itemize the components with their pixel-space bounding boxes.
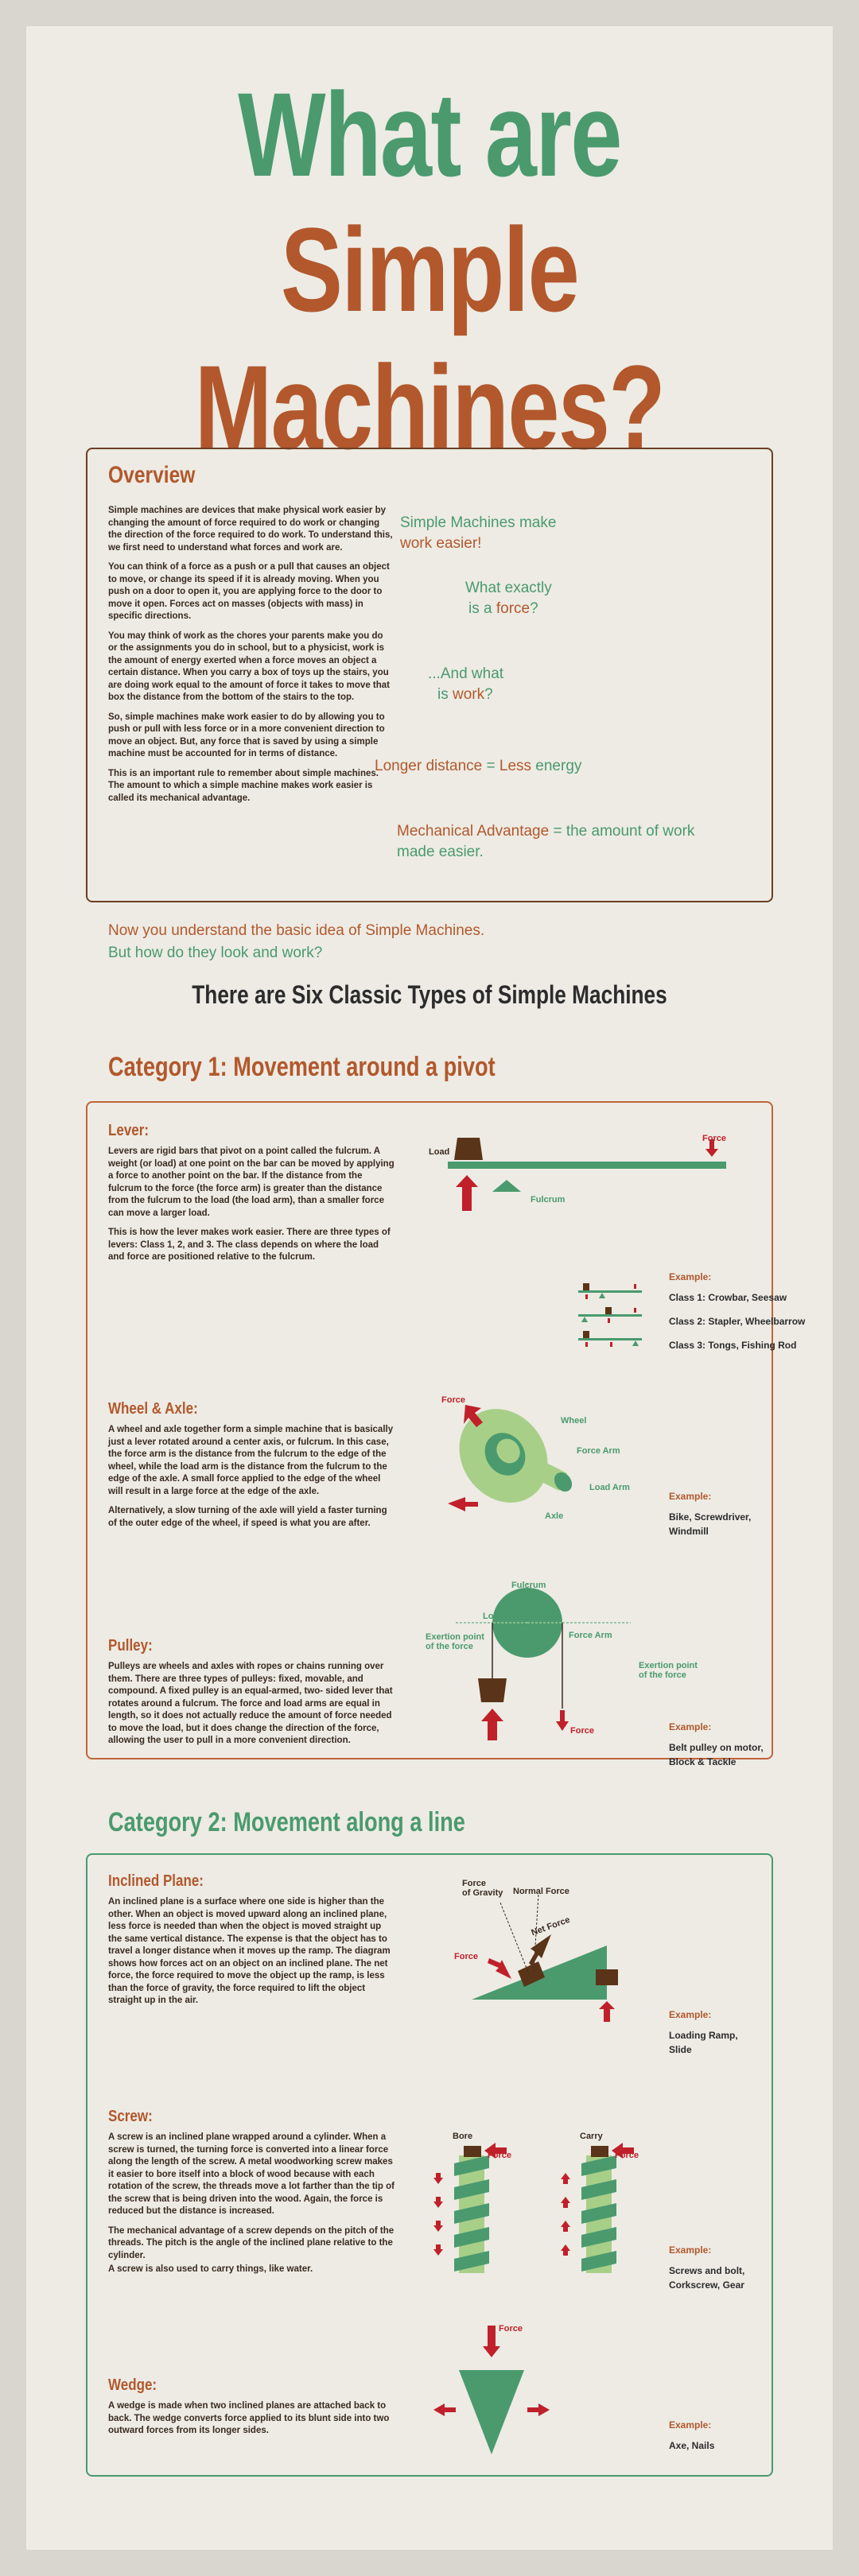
- lever-example: Class 1: Crowbar, Seesaw: [669, 1292, 787, 1303]
- lever-fulcrum-label: Fulcrum: [531, 1195, 566, 1205]
- wheel-force-label: Force: [441, 1395, 465, 1405]
- pulley-exertion-line: of the force: [426, 1642, 473, 1651]
- side-note-highlight: Less: [499, 758, 532, 774]
- inclined-plane-example: Loading Ramp,: [669, 2030, 738, 2041]
- screw-paragraph: The mechanical advantage of a screw depends on the pitch of the threads. The pitch is the angle of the inclined plane relative to the cylinder.: [108, 2225, 395, 2260]
- side-note-force: [465, 578, 552, 619]
- wedge-example-label: Example:: [669, 2419, 712, 2431]
- overview-paragraph: So, simple machines make work easier to do by allowing you to push or pull with less force or in a more convenient direction to move an object. But, any force that is saved by using a simple machine must be accounted for in terms of distance.: [108, 712, 385, 758]
- screw-carry-force-label: Force: [615, 2151, 639, 2160]
- gravity-line: [500, 1903, 529, 1974]
- lever-class-3-icon: [578, 1331, 642, 1347]
- wedge-shape: [459, 2370, 524, 2454]
- screw-carry-diagram: [559, 2141, 647, 2276]
- side-note-highlight: Longer distance: [375, 758, 483, 774]
- side-note-mechanical-advantage: [397, 821, 694, 863]
- screw-bore-down-arrows-icon: [433, 2173, 443, 2256]
- transition-line-2: But how do they look and work?: [108, 945, 323, 961]
- pulley-exertion-label-right: [639, 1661, 698, 1680]
- overview-paragraph: You can think of a force as a push or a pull that causes an object to move, or change its speed if it is already moving. When you push on a door to open it, you are applying force to the door to move it open. Forces act on masses (objects with mass) in specific directions.: [108, 562, 390, 621]
- wheel-axle-example: Bike, Screwdriver,: [669, 1511, 752, 1523]
- pulley-example-label: Example:: [669, 1721, 712, 1732]
- side-note-line: [397, 821, 694, 842]
- pulley-down-arrow-icon: [556, 1710, 569, 1731]
- lever-load-label: Load: [429, 1147, 450, 1157]
- side-note-text: ?: [530, 600, 538, 617]
- lever-load-shape: [454, 1138, 483, 1160]
- transition-note: [108, 920, 484, 964]
- screw-bore-label: Bore: [453, 2132, 473, 2141]
- screw-carry-label: Carry: [580, 2132, 603, 2141]
- overview-paragraph: This is an important rule to remember about simple machines. The amount to which a simple machine makes work easier is called its mechanical advantage.: [108, 768, 379, 803]
- overview-paragraph: You may think of work as the chores your parents make you do or the assignments you do in school, but to a physicist, work is the amount of energy exerted when a force moves an object a certain distance. When you carry a box of toys up the stairs, you are doing work equal to the amount of force it takes to move that box the distance from the bottom of the stairs to the top.: [108, 630, 390, 702]
- side-note-text: =: [482, 758, 499, 774]
- screw-example: Screws and bolt,: [669, 2265, 745, 2276]
- wheel-axle-title: Wheel & Axle:: [108, 1400, 198, 1418]
- pulley-example: Belt pulley on motor,: [669, 1742, 764, 1753]
- inclined-plane-diagram: [456, 1879, 655, 2022]
- wheel-axle-example: Windmill: [669, 1526, 709, 1537]
- pulley-force-arm-label: Force Arm: [569, 1631, 612, 1640]
- lever-example-label: Example:: [669, 1271, 712, 1282]
- wedge-paragraph: A wedge is made when two inclined planes are attached back to back. The wedge converts force applied to its blunt side into two outward forces from its longer sides.: [108, 2401, 390, 2435]
- pulley-example: Block & Tackle: [669, 1756, 737, 1767]
- side-note-line: Simple Machines make: [400, 514, 557, 531]
- pulley-exertion-line: of the force: [639, 1670, 686, 1680]
- gravity-label: [462, 1879, 503, 1898]
- side-note-line: made easier.: [397, 844, 484, 860]
- inclined-plane-example-label: Example:: [669, 2009, 712, 2020]
- wheel-axle-text: [108, 1424, 395, 1537]
- gravity-label-line: of Gravity: [462, 1888, 503, 1898]
- pulley-force-label: Force: [570, 1726, 594, 1736]
- screw-carry-handle: [591, 2146, 608, 2157]
- inclined-plane-title: Inclined Plane:: [108, 1872, 204, 1890]
- six-types-heading: There are Six Classic Types of Simple Machines: [192, 980, 667, 1009]
- ramp-force-arrow-icon: [488, 1958, 511, 1979]
- side-note-highlight: work: [453, 686, 485, 703]
- screw-bore-diagram: [432, 2141, 519, 2276]
- category-1-heading: Category 1: Movement around a pivot: [108, 1052, 496, 1082]
- side-note-line: work easier!: [400, 535, 482, 552]
- lever-title: Lever:: [108, 1122, 150, 1139]
- side-note-text: ?: [484, 686, 493, 703]
- lever-diagram: [424, 1122, 750, 1229]
- net-force-arrow-icon: [529, 1934, 551, 1966]
- wheel-force-arm-label: Force Arm: [577, 1446, 620, 1456]
- lever-example: Class 3: Tongs, Fishing Rod: [669, 1340, 797, 1351]
- wedge-diagram: [432, 2322, 551, 2458]
- side-note-line: [465, 599, 552, 619]
- overview-text: [108, 505, 395, 812]
- side-note-distance: [375, 756, 581, 777]
- lever-bar: [448, 1162, 726, 1169]
- lever-paragraph: This is how the lever makes work easier. There are three types of levers: Class 1, 2, and 3. The class depends on where the load and force are positioned relative to the fulcrum.: [108, 1228, 391, 1262]
- net-force-label: Net Force: [530, 1915, 572, 1938]
- lever-example: Class 2: Stapler, Wheelbarrow: [669, 1316, 806, 1327]
- lever-paragraph: Levers are rigid bars that pivot on a point called the fulcrum. A weight (or load) at one point on the bar can be moved by applying a force to another point on the bar. If the distance from the fulcrum to the force (the force arm) is greater than the distance from the fulcrum to the load (the load arm), than a smaller force can move a larger load.: [108, 1146, 395, 1218]
- pulley-load-arm-label: Load Arm: [483, 1612, 523, 1621]
- overview-paragraph: Simple machines are devices that make physical work easier by changing the amount of force required to do work or changing the direction of the force required to do work. To understand this, we first need to understand what forces and work are.: [108, 506, 393, 553]
- pulley-fulcrum-label: Fulcrum: [511, 1581, 546, 1590]
- side-note-text: energy: [531, 758, 582, 774]
- pulley-load-shape: [478, 1678, 507, 1702]
- ramp-force-label: Force: [454, 1952, 478, 1961]
- wheel-label: Wheel: [561, 1416, 587, 1426]
- screw-paragraph: A screw is an inclined plane wrapped around a cylinder. When a screw is turned, the turning force is converted into a linear force along the length of the screw. A metal woodworking screw makes it easier to bore itself into a block of wood because with each rotation of the screw, the threads move a lot farther than the tip of the screw that is being driven into the wood. Again, the force is reduced but the distance is increased.: [108, 2132, 395, 2216]
- lever-text: [108, 1146, 395, 1271]
- inclined-plane-example: Slide: [669, 2044, 692, 2055]
- lever-up-arrow-icon: [456, 1175, 478, 1211]
- lever-classes-diagram: [578, 1281, 645, 1352]
- gravity-label-line: Force: [462, 1879, 486, 1888]
- lever-fulcrum-shape: [492, 1180, 521, 1192]
- wedge-force-label: Force: [499, 2324, 523, 2334]
- screw-title: Screw:: [108, 2108, 153, 2125]
- screw-bore-force-label: Force: [488, 2151, 511, 2160]
- wheel-axle-diagram: [448, 1394, 647, 1529]
- ramp-lift-arrow-icon: [599, 2001, 615, 2022]
- side-note-text: is: [437, 686, 453, 703]
- lever-class-1-icon: [578, 1283, 642, 1299]
- side-note-text: is a: [468, 600, 496, 617]
- screw-example: Corkscrew, Gear: [669, 2279, 744, 2291]
- wheel-load-arm-label: Load Arm: [589, 1483, 630, 1492]
- pulley-up-arrow-icon: [481, 1709, 503, 1740]
- overview-heading: Overview: [108, 462, 196, 488]
- side-note-text: = the amount of work: [549, 823, 695, 840]
- side-note-highlight: force: [496, 600, 531, 617]
- side-note-line: What exactly: [465, 580, 552, 596]
- wheel-axle-example-label: Example:: [669, 1491, 712, 1502]
- wedge-right-arrow-icon: [527, 2403, 550, 2416]
- wheel-axle-paragraph: Alternatively, a slow turning of the axle will yield a faster turning of the outer edge of the wheel, if speed is what you are after.: [108, 1506, 387, 1528]
- title-line-2: Simple Machines?: [194, 203, 665, 474]
- pulley-paragraph: Pulleys are wheels and axles with ropes or chains running over them. There are three types of pulleys: fixed, movable, and compound. A fixed pulley is an equal-armed, two- sided lever that rotates around a fulcrum. The force and load arms are equal in length, so it does not actually reduce the amount of force needed to move the load, but it does change the direction of the force, allowing the user to pull in a more convenient direction.: [108, 1662, 393, 1745]
- ramp-lift-load-shape: [596, 1969, 618, 1985]
- pulley-exertion-label-left: [426, 1632, 484, 1651]
- screw-bore-handle: [464, 2146, 481, 2157]
- wedge-text: [108, 2400, 395, 2445]
- normal-force-label: Normal Force: [513, 1887, 569, 1896]
- wheel-axle-paragraph: A wheel and axle together form a simple machine that is basically just a lever rotated around a center axis, or fulcrum. In this case, the force arm is the distance from the fulcrum to the edge of the wheel, while the load arm is the distance from the fulcrum to the edge of the axle. A small force applied to the edge of the wheel will result in a large force at the edge of the axle.: [108, 1425, 394, 1496]
- screw-text: [108, 2132, 395, 2283]
- screw-carry-up-arrows-icon: [561, 2173, 570, 2256]
- side-note-line: ...And what: [428, 665, 504, 682]
- side-note-highlight: Mechanical Advantage: [397, 823, 550, 840]
- side-note-easier: [400, 513, 556, 554]
- pulley-title: Pulley:: [108, 1637, 153, 1655]
- screw-paragraph: A screw is also used to carry things, like water.: [108, 2264, 313, 2274]
- pulley-exertion-line: Exertion point: [639, 1661, 698, 1670]
- transition-line-1: Now you understand the basic idea of Simple Machines.: [108, 922, 485, 939]
- pulley-text: [108, 1661, 395, 1755]
- lever-class-2-icon: [578, 1307, 642, 1323]
- axle-force-arrow-icon: [448, 1497, 478, 1511]
- infographic-page: [26, 26, 833, 2550]
- title-line-1: What are: [238, 68, 621, 201]
- side-note-line: [428, 685, 503, 705]
- inclined-plane-paragraph: An inclined plane is a surface where one side is higher than the other. When an object is moved upward along an inclined plane, less force is needed than when the object is moved straight up the same vertical distance. The expense is that the object has to travel a longer distance when it moves up the ramp. The diagram shows how forces act on an object on an inclined plane. The net force, the force required to move the object up the ramp, is less than the force of gravity, the force required to lift the object straight up in the air.: [108, 1897, 391, 2005]
- wheel-axle-label: Axle: [545, 1511, 564, 1521]
- inclined-plane-text: [108, 1896, 395, 2015]
- wedge-title: Wedge:: [108, 2376, 157, 2394]
- wedge-left-arrow-icon: [433, 2403, 456, 2416]
- wedge-example: Axe, Nails: [669, 2440, 715, 2451]
- screw-example-label: Example:: [669, 2244, 712, 2256]
- side-note-work: [428, 664, 503, 705]
- lever-force-label: Force: [702, 1134, 726, 1143]
- pulley-exertion-line: Exertion point: [426, 1632, 484, 1642]
- category-2-heading: Category 2: Movement along a line: [108, 1807, 465, 1837]
- wedge-down-arrow-icon: [483, 2326, 500, 2357]
